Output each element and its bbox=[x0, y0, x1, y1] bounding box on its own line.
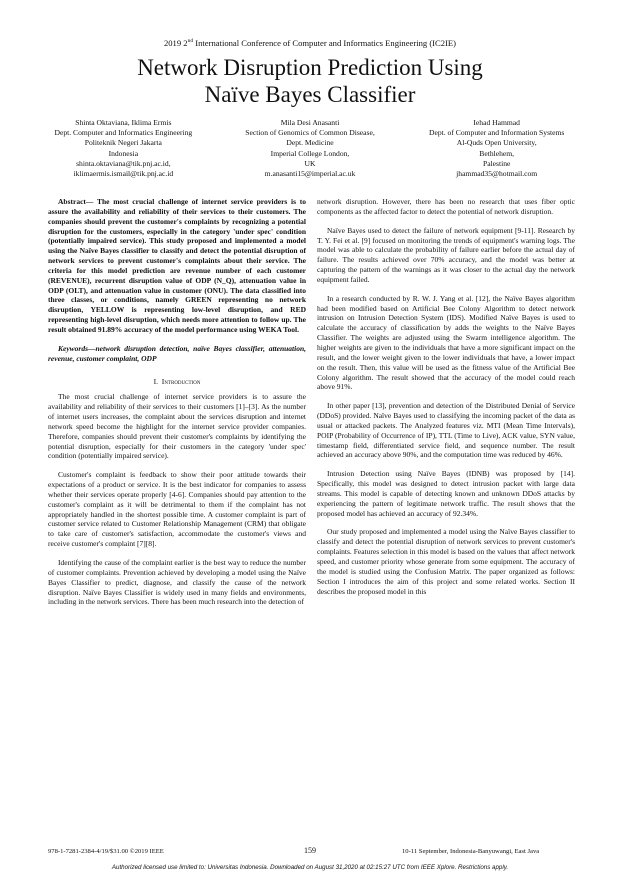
license-notice: Authorized licensed use limited to: Universitas Indonesia. Downloaded on August 31,2020 at 02:15:27 UTC from IEEE Xplore. Restrictions apply. bbox=[111, 864, 509, 871]
paragraph: Identifying the cause of the complaint earlier is the best way to reduce the number of customer complaints. Prevention achieved by developing a model using the Naïve Bayes Classifier to predict, diagnose, and classify the cause of the network disruption. Naïve Bayes Classifier is widely used in many fields and environments, including in the network services. There has been much research into the detection of bbox=[48, 558, 306, 607]
author-country: Bethlehem, bbox=[479, 148, 515, 158]
footer-isbn: 978-1-7281-2384-4/19/$31.00 ©2019 IEEE bbox=[48, 848, 164, 855]
conference-rest: International Conference of Computer and Informatics Engineering (IC2IE) bbox=[193, 38, 457, 48]
author-email-1: UK bbox=[304, 158, 316, 168]
section-heading bbox=[48, 377, 306, 387]
paragraph: In other paper [13], prevention and detection of the Distributed Denial of Service (DDoS) provided. Naïve Bayes used to classifying the incoming packet of the data as usual or attacked packets. The Analyzed features viz. MTI (Mean Time Intervals), POIP (Probability of Occurrence of IP), TTL (Time to Live), ACK value, SYN value, timestamp field, differentiated service field, and sequence number. The result achieved an accuracy above 90%, and the computation time was reduced by 46%. bbox=[317, 401, 575, 460]
conference-header bbox=[0, 38, 620, 48]
keywords: Keywords—network disruption detection, naïve Bayes classifier, attenuation, revenue, customer complaint, ODP bbox=[48, 343, 306, 363]
page-number: 159 bbox=[304, 846, 316, 855]
author-3 bbox=[403, 118, 590, 179]
author-names: Mila Desi Anasanti bbox=[280, 118, 340, 127]
author-1 bbox=[30, 118, 217, 179]
paragraph: In a research conducted by R. W. J. Yang et al. [12], the Naïve Bayes algorithm had been modified based on Artificial Bee Colony Algorithm to detect network intrusion on Intrusion Detection System (IDS). Modified Naïve Bayes is used to calculate the accuracy of classification by adds the weights to the Naïve Bayes Classifier. The weights are adjusted using the Swarm intelligence algorithm. The higher weights are given to the individuals that have a more significant impact on the result, and the lower weight given to the lower individuals that have, a lower impact on the result. Then, this value will be used as the fitness value of the Artificial Bee Colony algorithm. The result showed that the accuracy of the model could reach above 91%. bbox=[317, 293, 575, 392]
author-org: Al-Quds Open University, bbox=[456, 138, 537, 148]
paragraph: network disruption. However, there has been no research that uses fiber optic components as the affected factor to detect the potential of network disruption. bbox=[317, 197, 575, 216]
author-email-1: Palestine bbox=[482, 158, 511, 168]
conference-prefix: 2019 2 bbox=[163, 38, 188, 48]
paragraph: Our study proposed and implemented a model using the Naïve Bayes classifier to classify and detect the potential disruption of network services to prevent customer's complaints. Features selection in this model is based on the values that affect network speed, and customer priority whose generate from some equipment. The accuracy of the model is studied using the Confusion Matrix. The paper organized as follows: Section I introduces the aim of this project and some related works. Section II describes the proposed model in this bbox=[317, 527, 575, 596]
author-names: Shinta Oktaviana, Iklima Ermis bbox=[75, 118, 172, 127]
title-line-2: Naïve Bayes Classifier bbox=[204, 82, 416, 107]
author-email-1: shinta.oktaviana@tik.pnj.ac.id, bbox=[76, 158, 171, 168]
conference-sup: nd bbox=[187, 38, 194, 45]
author-2 bbox=[217, 118, 404, 179]
abstract: Abstract— The most crucial challenge of internet service providers is to assure the availability and reliability of their services to their customers. The companies should prevent the customer's complaints by recognizing a potential disruption for the customers, especially in the category 'under spec' condition (potentially impaired service). This study proposed and implemented a model using the Naïve Bayes classifier to classify and detect the potential disruption of network services to prevent customer's complaints about their service. The criteria for this model prediction are revenue number of each customer (REVENUE), recurrent disruption value of ODP (N_Q), attenuation value in ODP (OLT), and attenuation value in customer (ONU). The data classified into three classes, or conditions, namely GREEN representing no network disruption, YELLOW is representing low-level disruption, and RED representing high-level disruption, which needs more attention to follow up. The result obtained 91.89% accuracy of the model performance using WEKA Tool. bbox=[48, 197, 306, 334]
author-dept: Dept. of Computer and Information Systems bbox=[428, 128, 565, 138]
title-line-1: Network Disruption Prediction Using bbox=[137, 55, 483, 80]
author-email-2: m.anasanti15@imperial.ac.uk bbox=[264, 169, 356, 179]
section-number: I. bbox=[153, 376, 158, 386]
footer-venue: 10-11 September, Indonesia-Banyuwangi, East Java bbox=[402, 848, 540, 855]
author-org: Dept. Medicine bbox=[286, 138, 334, 148]
author-country: Indonesia bbox=[108, 148, 139, 158]
right-column bbox=[317, 197, 575, 605]
author-org: Politeknik Negeri Jakarta bbox=[84, 138, 162, 148]
author-names: Iehad Hammad bbox=[473, 118, 520, 127]
author-email-2: jhammad35@hotmail.com bbox=[456, 169, 538, 179]
author-block bbox=[30, 118, 590, 179]
paragraph: Customer's complaint is feedback to show their poor attitude towards their expectations of a product or service. It is the best indicator for companies to assess whether their services operate properly [4-6]. Companies should pay attention to the customer's complaint as it will be detrimental to them if the complaint has not appropriately handled in the shortest possible time. A customer complaint is part of customer service related to Customer Relationship Management (CRM) that obligate to take care of customer's satisfaction, accommodate the customer's views and receive customer's complaint [7][8]. bbox=[48, 470, 306, 549]
section-title: Introduction bbox=[161, 376, 201, 386]
paragraph: Naïve Bayes used to detect the failure of network equipment [9-11]. Research by T. Y. Fei et al. [9] focused on monitoring the trends of equipment's warning logs. The model was able to calculate the probability of failure earlier before the actual day of failure. The results achieved over 70% accuracy, and the model was better at capturing the pattern of the warnings as it was closer to the actual day the network equipment failed. bbox=[317, 225, 575, 284]
paper-title bbox=[0, 54, 620, 108]
author-dept: Dept. Computer and Informatics Engineering bbox=[54, 128, 193, 138]
author-email-2: iklimaermis.ismail@tik.pnj.ac.id bbox=[73, 169, 174, 179]
paragraph: The most crucial challenge of internet service providers is to assure the availability and reliability of their services to their customers [1]–[3]. As the number of internet users increases, the complaint about the services disruption and internet network speed become the highlight for the internet service provider companies. Therefore, companies should prevent their customer's complaints by identifying the potential disruption, especially for their customers in the category 'under spec' condition (potentially impaired service). bbox=[48, 392, 306, 461]
left-column bbox=[48, 197, 306, 616]
author-dept: Section of Genomics of Common Disease, bbox=[245, 128, 375, 138]
author-country: Imperial College London, bbox=[270, 148, 350, 158]
paragraph: Intrusion Detection using Naïve Bayes (IDNB) was proposed by [14]. Specifically, this model was designed to detect intrusion packet with large data streams. This model is capable of detecting known and unknown DDoS attacks by experiencing the pattern of legitimate network traffic. The result shows that the proposed model has achieved an accuracy of 92.34%. bbox=[317, 469, 575, 518]
